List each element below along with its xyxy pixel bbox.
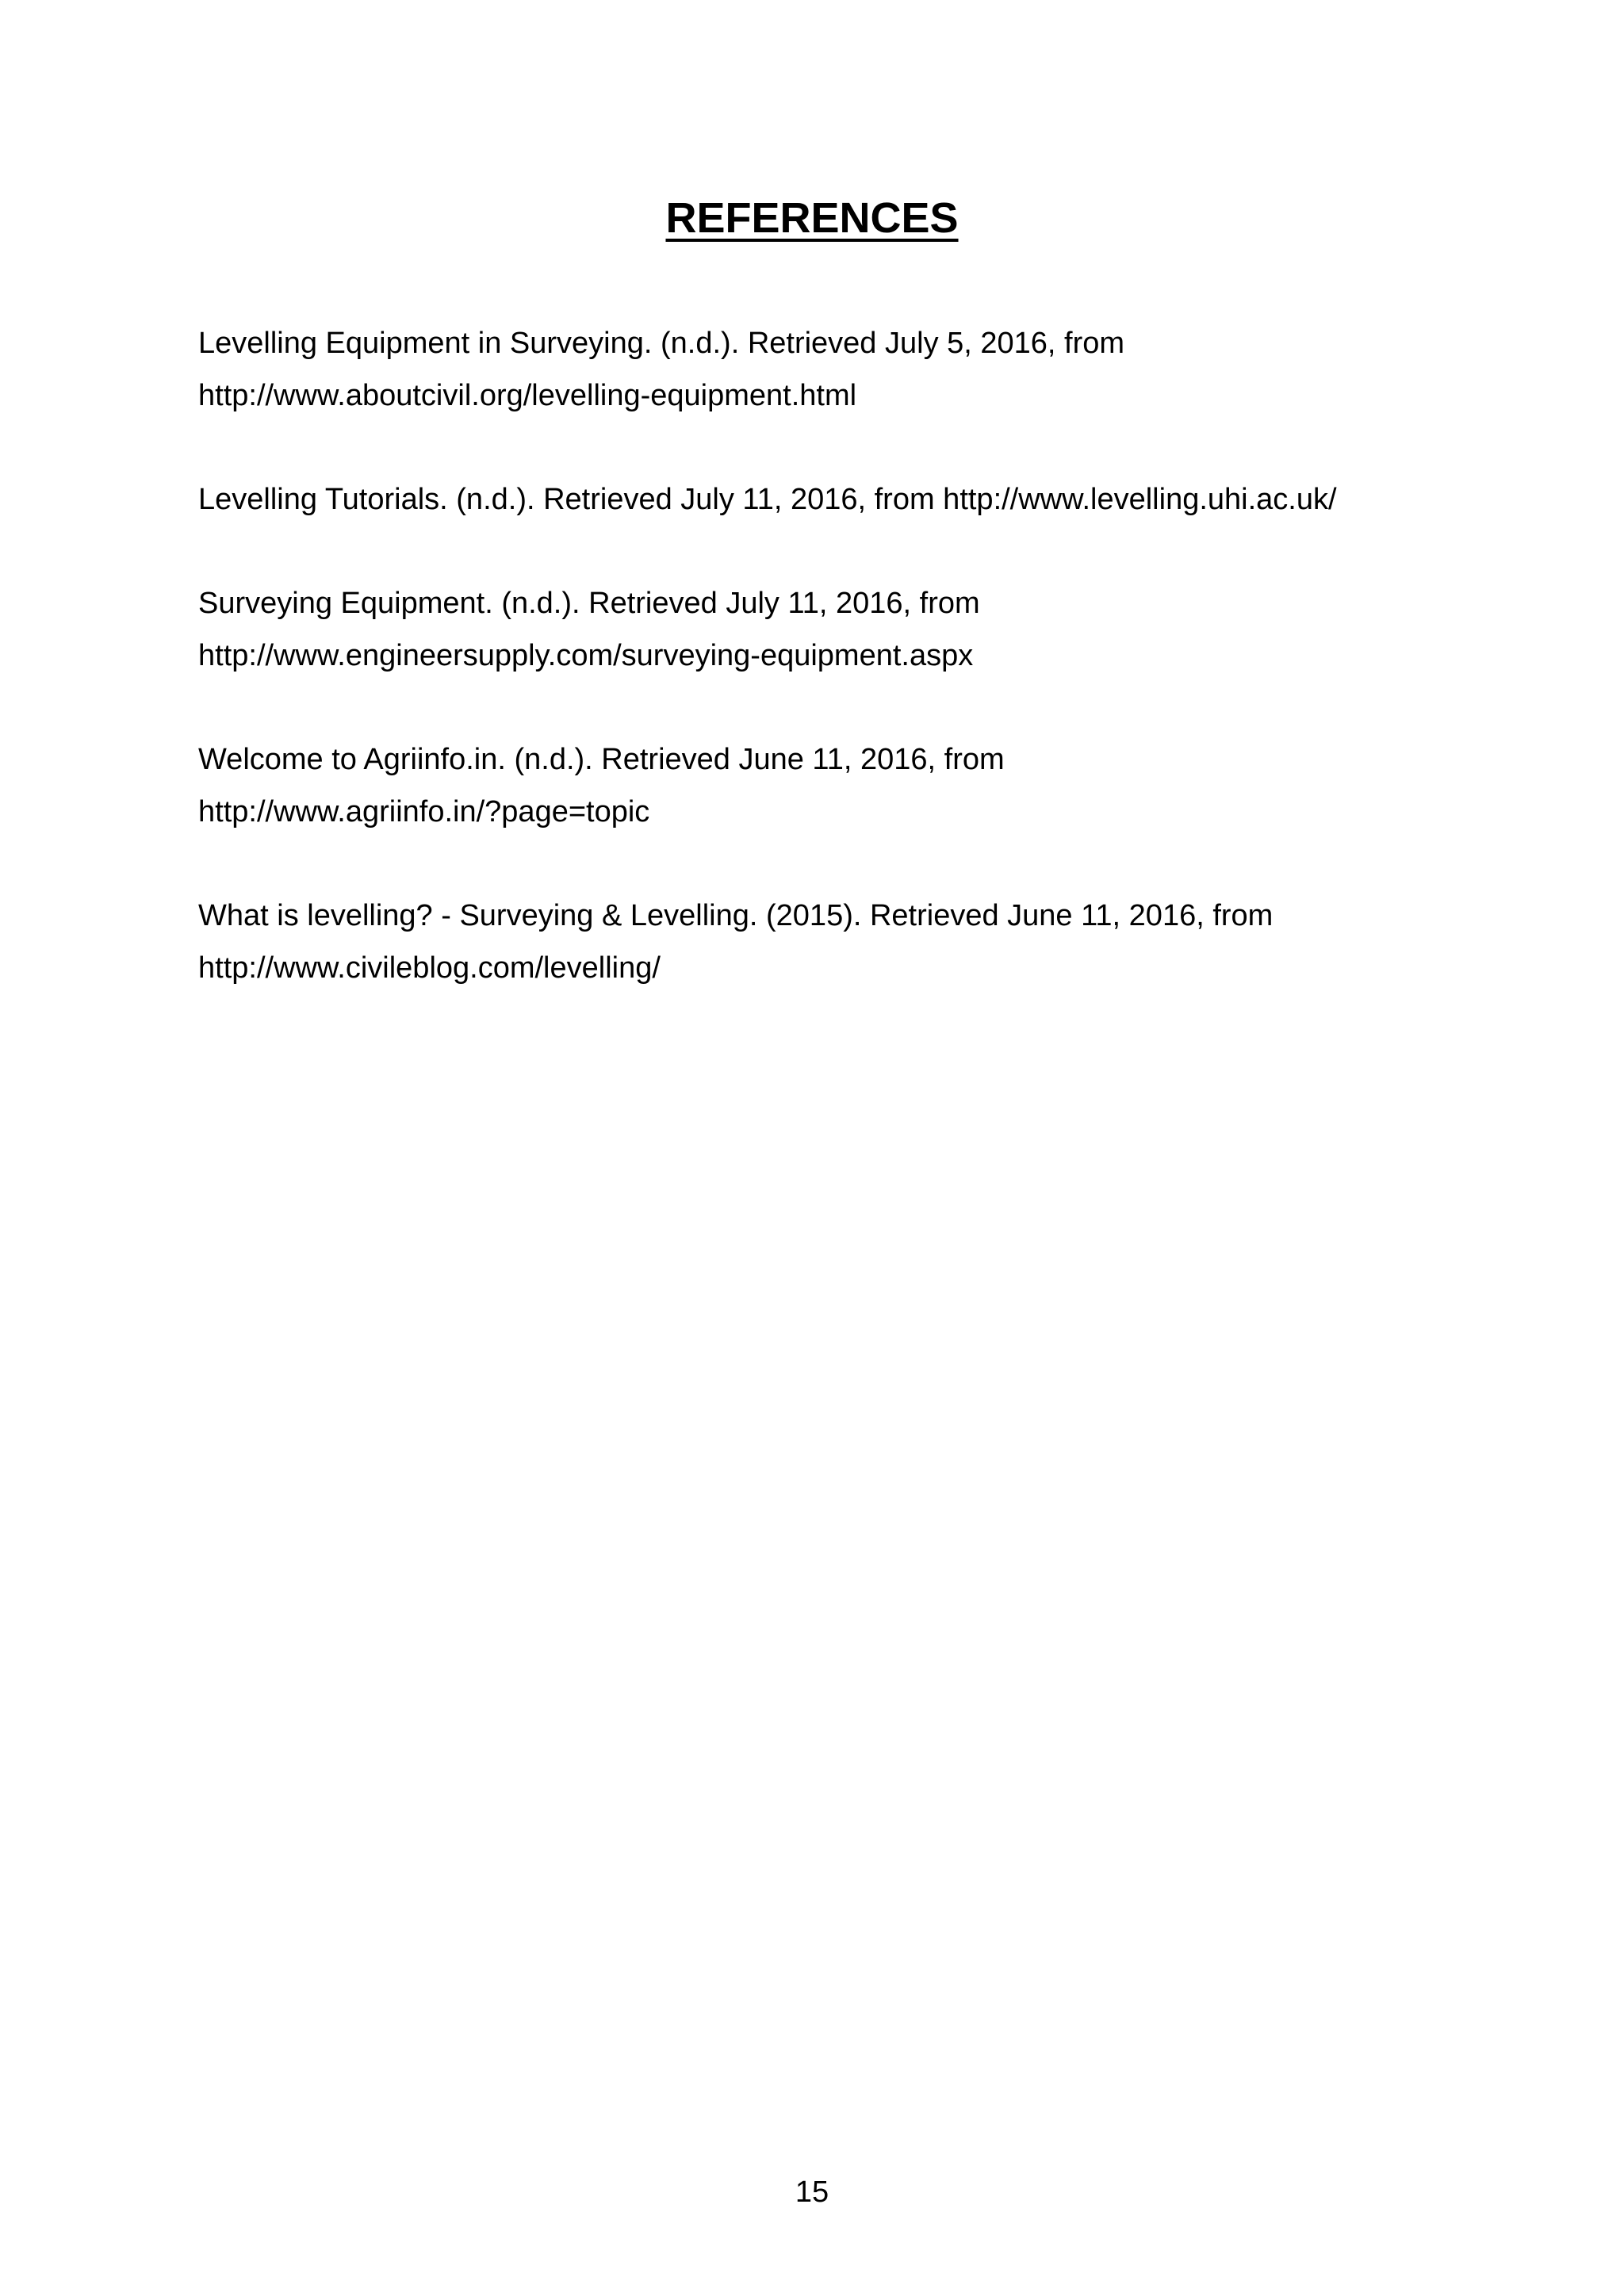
reference-entry	[198, 733, 1435, 838]
reference-text: Levelling Tutorials. (n.d.). Retrieved July 11, 2016, from http://www.levelling.uhi.ac.uk/	[198, 483, 1337, 516]
reference-entry	[198, 577, 1435, 682]
reference-entry	[198, 317, 1435, 422]
reference-text: Levelling Equipment in Surveying. (n.d.). Retrieved July 5, 2016, from	[198, 327, 1125, 360]
reference-entry	[198, 890, 1435, 994]
reference-text: Welcome to Agriinfo.in. (n.d.). Retrieved June 11, 2016, from	[198, 743, 1005, 776]
reference-url: http://www.engineersupply.com/surveying-equipment.aspx	[198, 639, 974, 672]
reference-text: Surveying Equipment. (n.d.). Retrieved July 11, 2016, from	[198, 587, 980, 620]
reference-url: http://www.agriinfo.in/?page=topic	[198, 795, 650, 828]
reference-entry	[198, 473, 1435, 526]
reference-url: http://www.civileblog.com/levelling/	[198, 951, 661, 985]
reference-url: http://www.aboutcivil.org/levelling-equipment.html	[198, 379, 857, 412]
references-list	[198, 317, 1435, 1046]
page-heading: REFERENCES	[665, 194, 959, 242]
page-number: 15	[795, 2175, 829, 2209]
reference-text: What is levelling? - Surveying & Levelling. (2015). Retrieved June 11, 2016, from	[198, 899, 1274, 932]
